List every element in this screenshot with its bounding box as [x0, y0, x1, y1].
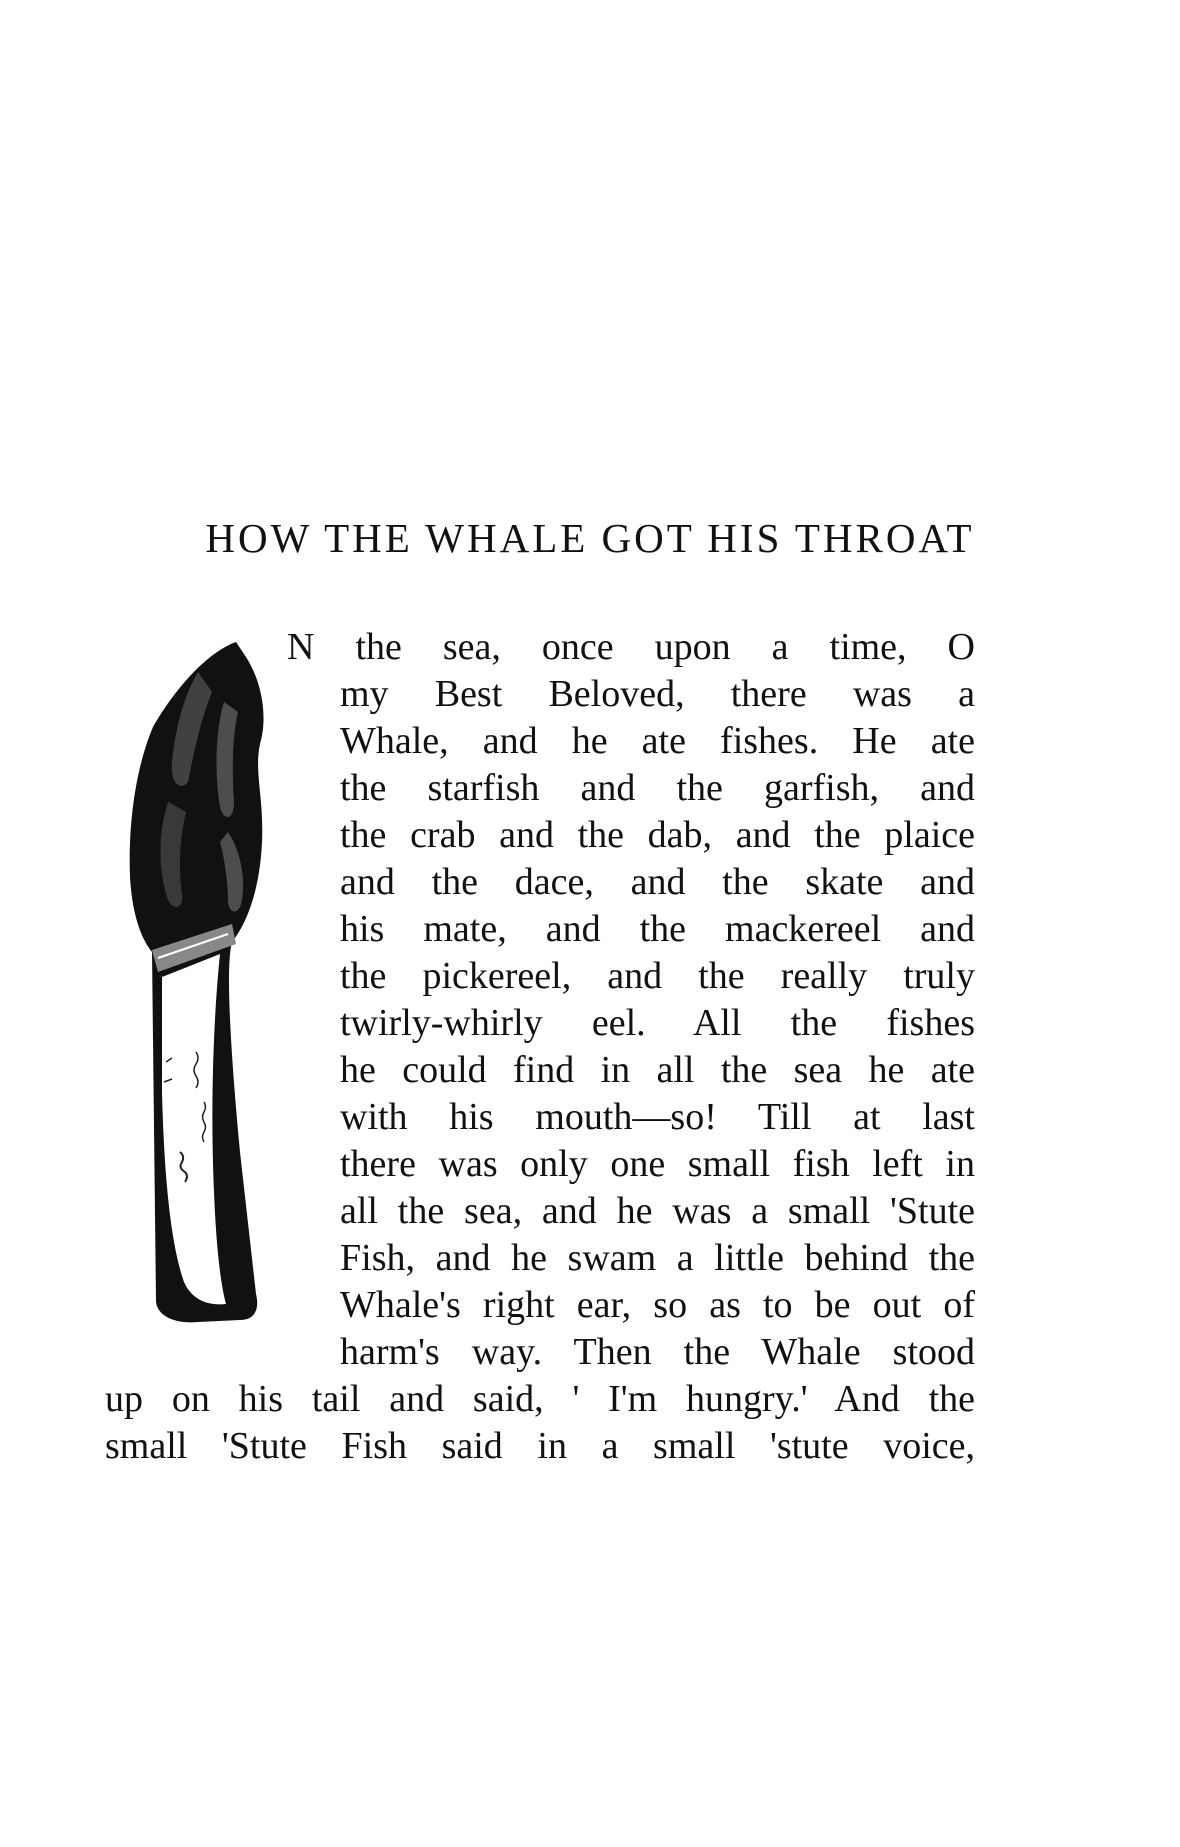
- paragraph-line: his mate, and the mackereel and: [340, 908, 975, 950]
- paragraph-line: my Best Beloved, there was a: [340, 673, 975, 715]
- paragraph-line: harm's way. Then the Whale stood: [340, 1331, 975, 1373]
- paragraph-line: small 'Stute Fish said in a small 'stute voice,: [105, 1425, 975, 1467]
- paragraph-line: up on his tail and said, ' I'm hungry.' And the: [105, 1378, 975, 1420]
- paragraph-line: the starfish and the garfish, and: [340, 767, 975, 809]
- paragraph-line: the crab and the dab, and the plaice: [340, 814, 975, 856]
- paragraph-line: all the sea, and he was a small 'Stute: [340, 1190, 975, 1232]
- paragraph-line: Whale's right ear, so as to be out of: [340, 1284, 975, 1326]
- paragraph-line: he could find in all the sea he ate: [340, 1049, 975, 1091]
- paragraph-line: Whale, and he ate fishes. He ate: [340, 720, 975, 762]
- paragraph-line: and the dace, and the skate and: [340, 861, 975, 903]
- paragraph-line: twirly-whirly eel. All the fishes: [340, 1002, 975, 1044]
- paragraph-line: N the sea, once upon a time, O: [287, 626, 975, 668]
- paragraph-line: the pickereel, and the really truly: [340, 955, 975, 997]
- paragraph-line: with his mouth—so! Till at last: [340, 1096, 975, 1138]
- paragraph-line: there was only one small fish left in: [340, 1143, 975, 1185]
- chapter-title: HOW THE WHALE GOT HIS THROAT: [205, 515, 975, 561]
- paragraph-line: Fish, and he swam a little behind the: [340, 1237, 975, 1279]
